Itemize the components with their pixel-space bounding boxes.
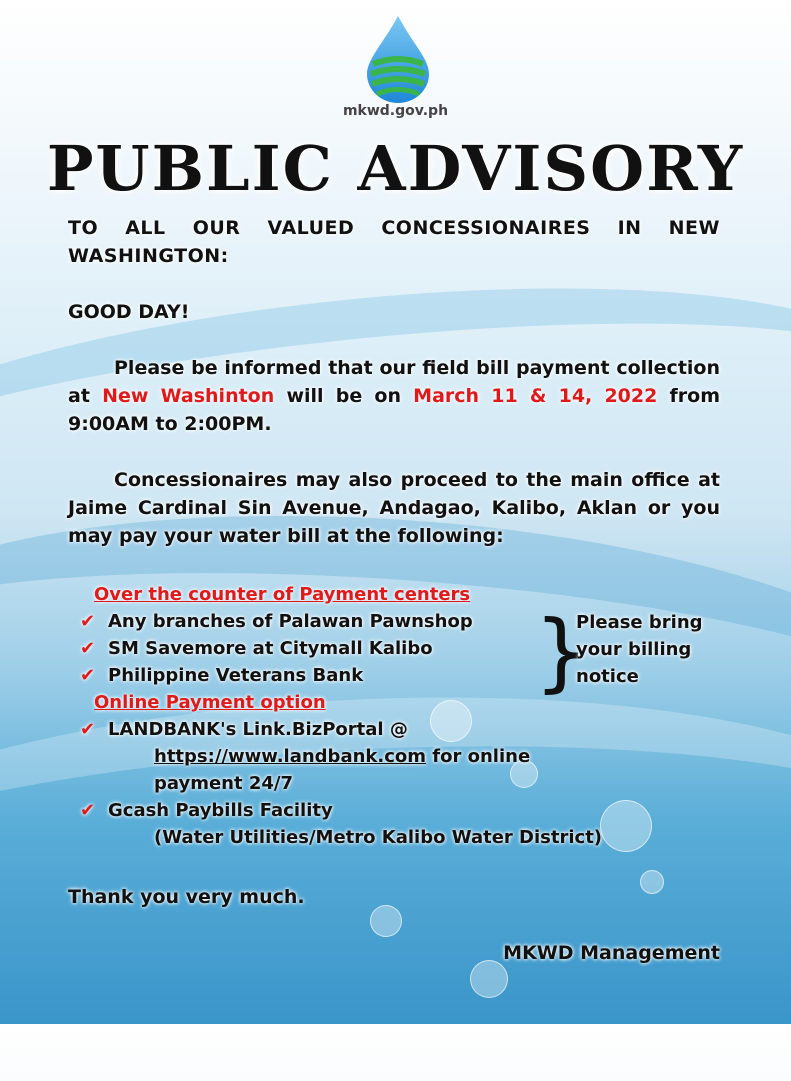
paragraph-text: will be on <box>274 385 414 407</box>
payment-options-list <box>80 581 602 851</box>
landbank-link[interactable]: https://www.landbank.com <box>154 746 427 767</box>
collection-date: March 11 & 14, 2022 <box>413 385 658 407</box>
greeting: GOOD DAY! <box>68 301 190 323</box>
list-item-label: SM Savemore at Citymall Kalibo <box>108 638 433 659</box>
addressee-line: TO ALL OUR VALUED CONCESSIONAIRES IN NEW WASHINGTON: <box>68 217 720 267</box>
collection-paragraph <box>68 354 720 438</box>
water-bubble <box>600 800 652 852</box>
paragraph-text: from 9:00AM to 2:00PM. <box>68 385 720 435</box>
list-item-label: Any branches of Palawan Pawnshop <box>108 611 473 632</box>
check-icon: ✔ <box>80 800 96 821</box>
landbank-continuation: payment 24/7 <box>154 773 294 794</box>
check-icon: ✔ <box>80 638 96 659</box>
page-title: PUBLIC ADVISORY <box>46 132 745 205</box>
check-icon: ✔ <box>80 665 96 686</box>
list-item <box>80 716 602 743</box>
mkwd-water-drop-logo <box>363 14 433 104</box>
check-icon: ✔ <box>80 719 96 740</box>
list-item <box>80 662 602 689</box>
billing-note: Please bring your billing notice <box>576 612 703 687</box>
check-icon: ✔ <box>80 611 96 632</box>
online-heading: Online Payment option <box>94 692 326 713</box>
thanks-line: Thank you very much. <box>68 886 305 908</box>
collection-place: New Washinton <box>102 385 275 407</box>
site-url: mkwd.gov.ph <box>342 103 449 119</box>
water-bubble <box>640 870 664 894</box>
list-item-label: Gcash Paybills Facility <box>108 800 333 821</box>
paragraph-text: Please be informed that our field bill payment collection at <box>68 357 720 407</box>
list-item-label: LANDBANK's Link.BizPortal @ <box>108 719 408 740</box>
list-item-label: for online <box>426 746 531 767</box>
list-item <box>80 797 602 824</box>
landbank-url-line <box>154 743 602 770</box>
list-item-label: Philippine Veterans Bank <box>108 665 364 686</box>
gcash-sub: (Water Utilities/Metro Kalibo Water District) <box>154 827 603 848</box>
otc-heading: Over the counter of Payment centers <box>94 584 471 605</box>
brace-icon: } <box>534 602 589 702</box>
advisory-body <box>68 214 720 550</box>
main-office-paragraph: Concessionaires may also proceed to the main office at Jaime Cardinal Sin Avenue, Andagao, Kalibo, Aklan or you may pay your water bill at the following: <box>68 469 720 547</box>
list-item <box>80 635 602 662</box>
list-item <box>80 608 602 635</box>
water-bubble <box>470 960 508 998</box>
signature: MKWD Management <box>503 942 720 964</box>
water-bubble <box>370 905 402 937</box>
